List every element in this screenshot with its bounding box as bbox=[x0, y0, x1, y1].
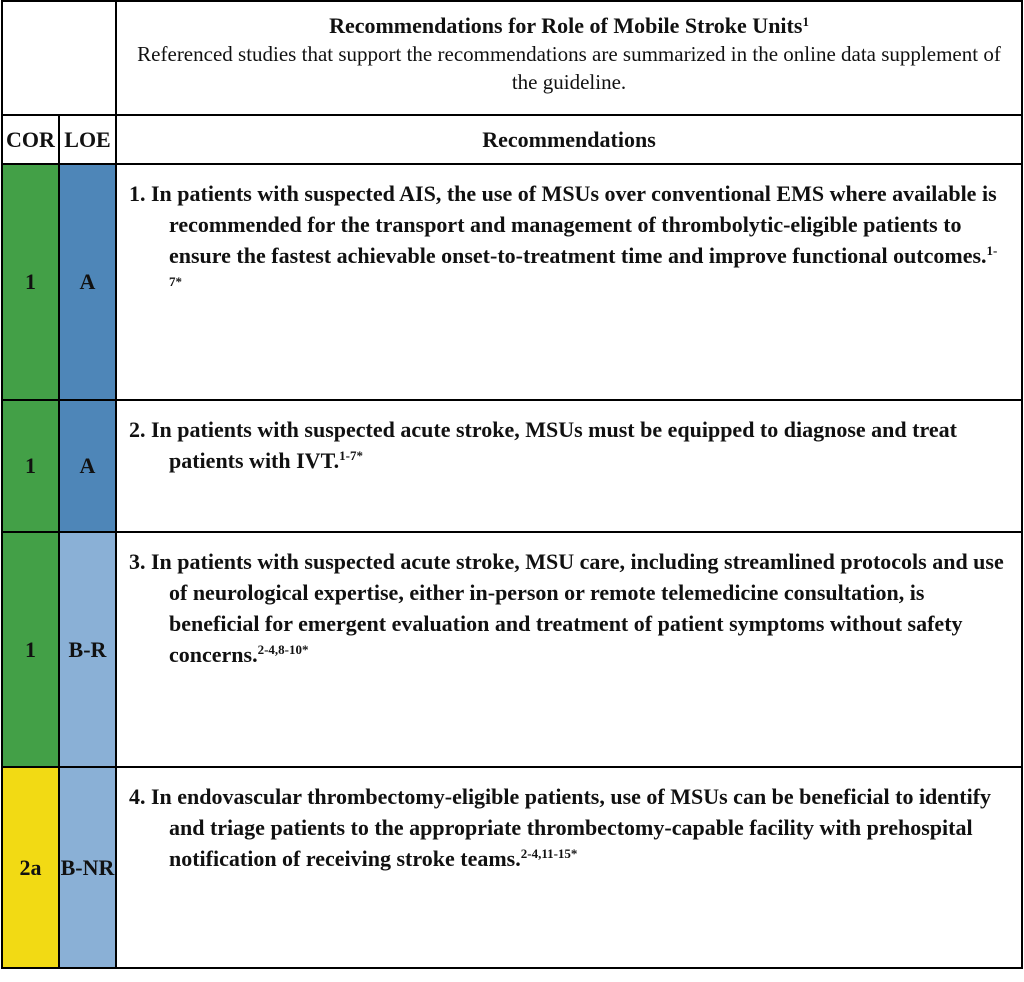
reference-superscript: 2-4,8-10* bbox=[257, 642, 309, 657]
table-header-row bbox=[2, 1, 1022, 115]
recommendation-text: 1. In patients with suspected AIS, the use of MSUs over conventional EMS where available is recommended for the transport and management of thrombolytic-eligible patients to ensure the fastest achievable onset-to-treatment time and improve functional outcomes.$^{1-7*}$ bbox=[129, 181, 998, 289]
loe-cell: A bbox=[59, 400, 116, 532]
table-subtitle: Referenced studies that support the recommendations are summarized in the online data supplement of the guideline. bbox=[137, 42, 1001, 94]
cor-cell: 2a bbox=[2, 767, 59, 968]
recommendation-text: 4. In endovascular thrombectomy-eligible patients, use of MSUs can be beneficial to identify and triage patients to the appropriate thrombectomy-capable facility with prehospital notification of receiving stroke teams.$^{2-4,11-15*}$ bbox=[129, 784, 992, 871]
cor-cell: 1 bbox=[2, 164, 59, 400]
reference-superscript: 1-7* bbox=[339, 448, 363, 463]
title-footnote-marker: 1 bbox=[802, 14, 809, 29]
loe-cell: A bbox=[59, 164, 116, 400]
column-header-row bbox=[2, 115, 1022, 164]
table-row bbox=[2, 400, 1022, 532]
loe-cell: B-R bbox=[59, 532, 116, 767]
table-row bbox=[2, 767, 1022, 968]
recommendation-cell bbox=[116, 532, 1022, 767]
column-header-cor: COR bbox=[2, 115, 59, 164]
table-row bbox=[2, 532, 1022, 767]
recommendation-cell bbox=[116, 164, 1022, 400]
recommendation-text: 2. In patients with suspected acute stroke, MSUs must be equipped to diagnose and treat patients with IVT.$^{1-7*}$ bbox=[129, 417, 957, 473]
cor-cell: 1 bbox=[2, 400, 59, 532]
recommendation-cell bbox=[116, 767, 1022, 968]
cor-cell: 1 bbox=[2, 532, 59, 767]
table-title-cell bbox=[116, 1, 1022, 115]
recommendations-table bbox=[1, 0, 1023, 969]
column-header-recommendations: Recommendations bbox=[116, 115, 1022, 164]
table-title: Recommendations for Role of Mobile Stroke Units$^1$ bbox=[329, 13, 809, 38]
loe-cell: B-NR bbox=[59, 767, 116, 968]
reference-superscript: 2-4,11-15* bbox=[520, 846, 578, 861]
reference-superscript: 1-7* bbox=[169, 243, 998, 289]
recommendation-text: 3. In patients with suspected acute stroke, MSU care, including streamlined protocols and use of neurological expertise, either in-person or remote telemedicine consultation, is beneficial for emergent evaluation and treatment of patient symptoms without safety concerns.$^{2-4,8-10*}$ bbox=[129, 549, 1004, 667]
top-left-empty-cell bbox=[2, 1, 116, 115]
recommendation-cell bbox=[116, 400, 1022, 532]
table-row bbox=[2, 164, 1022, 400]
column-header-loe: LOE bbox=[59, 115, 116, 164]
